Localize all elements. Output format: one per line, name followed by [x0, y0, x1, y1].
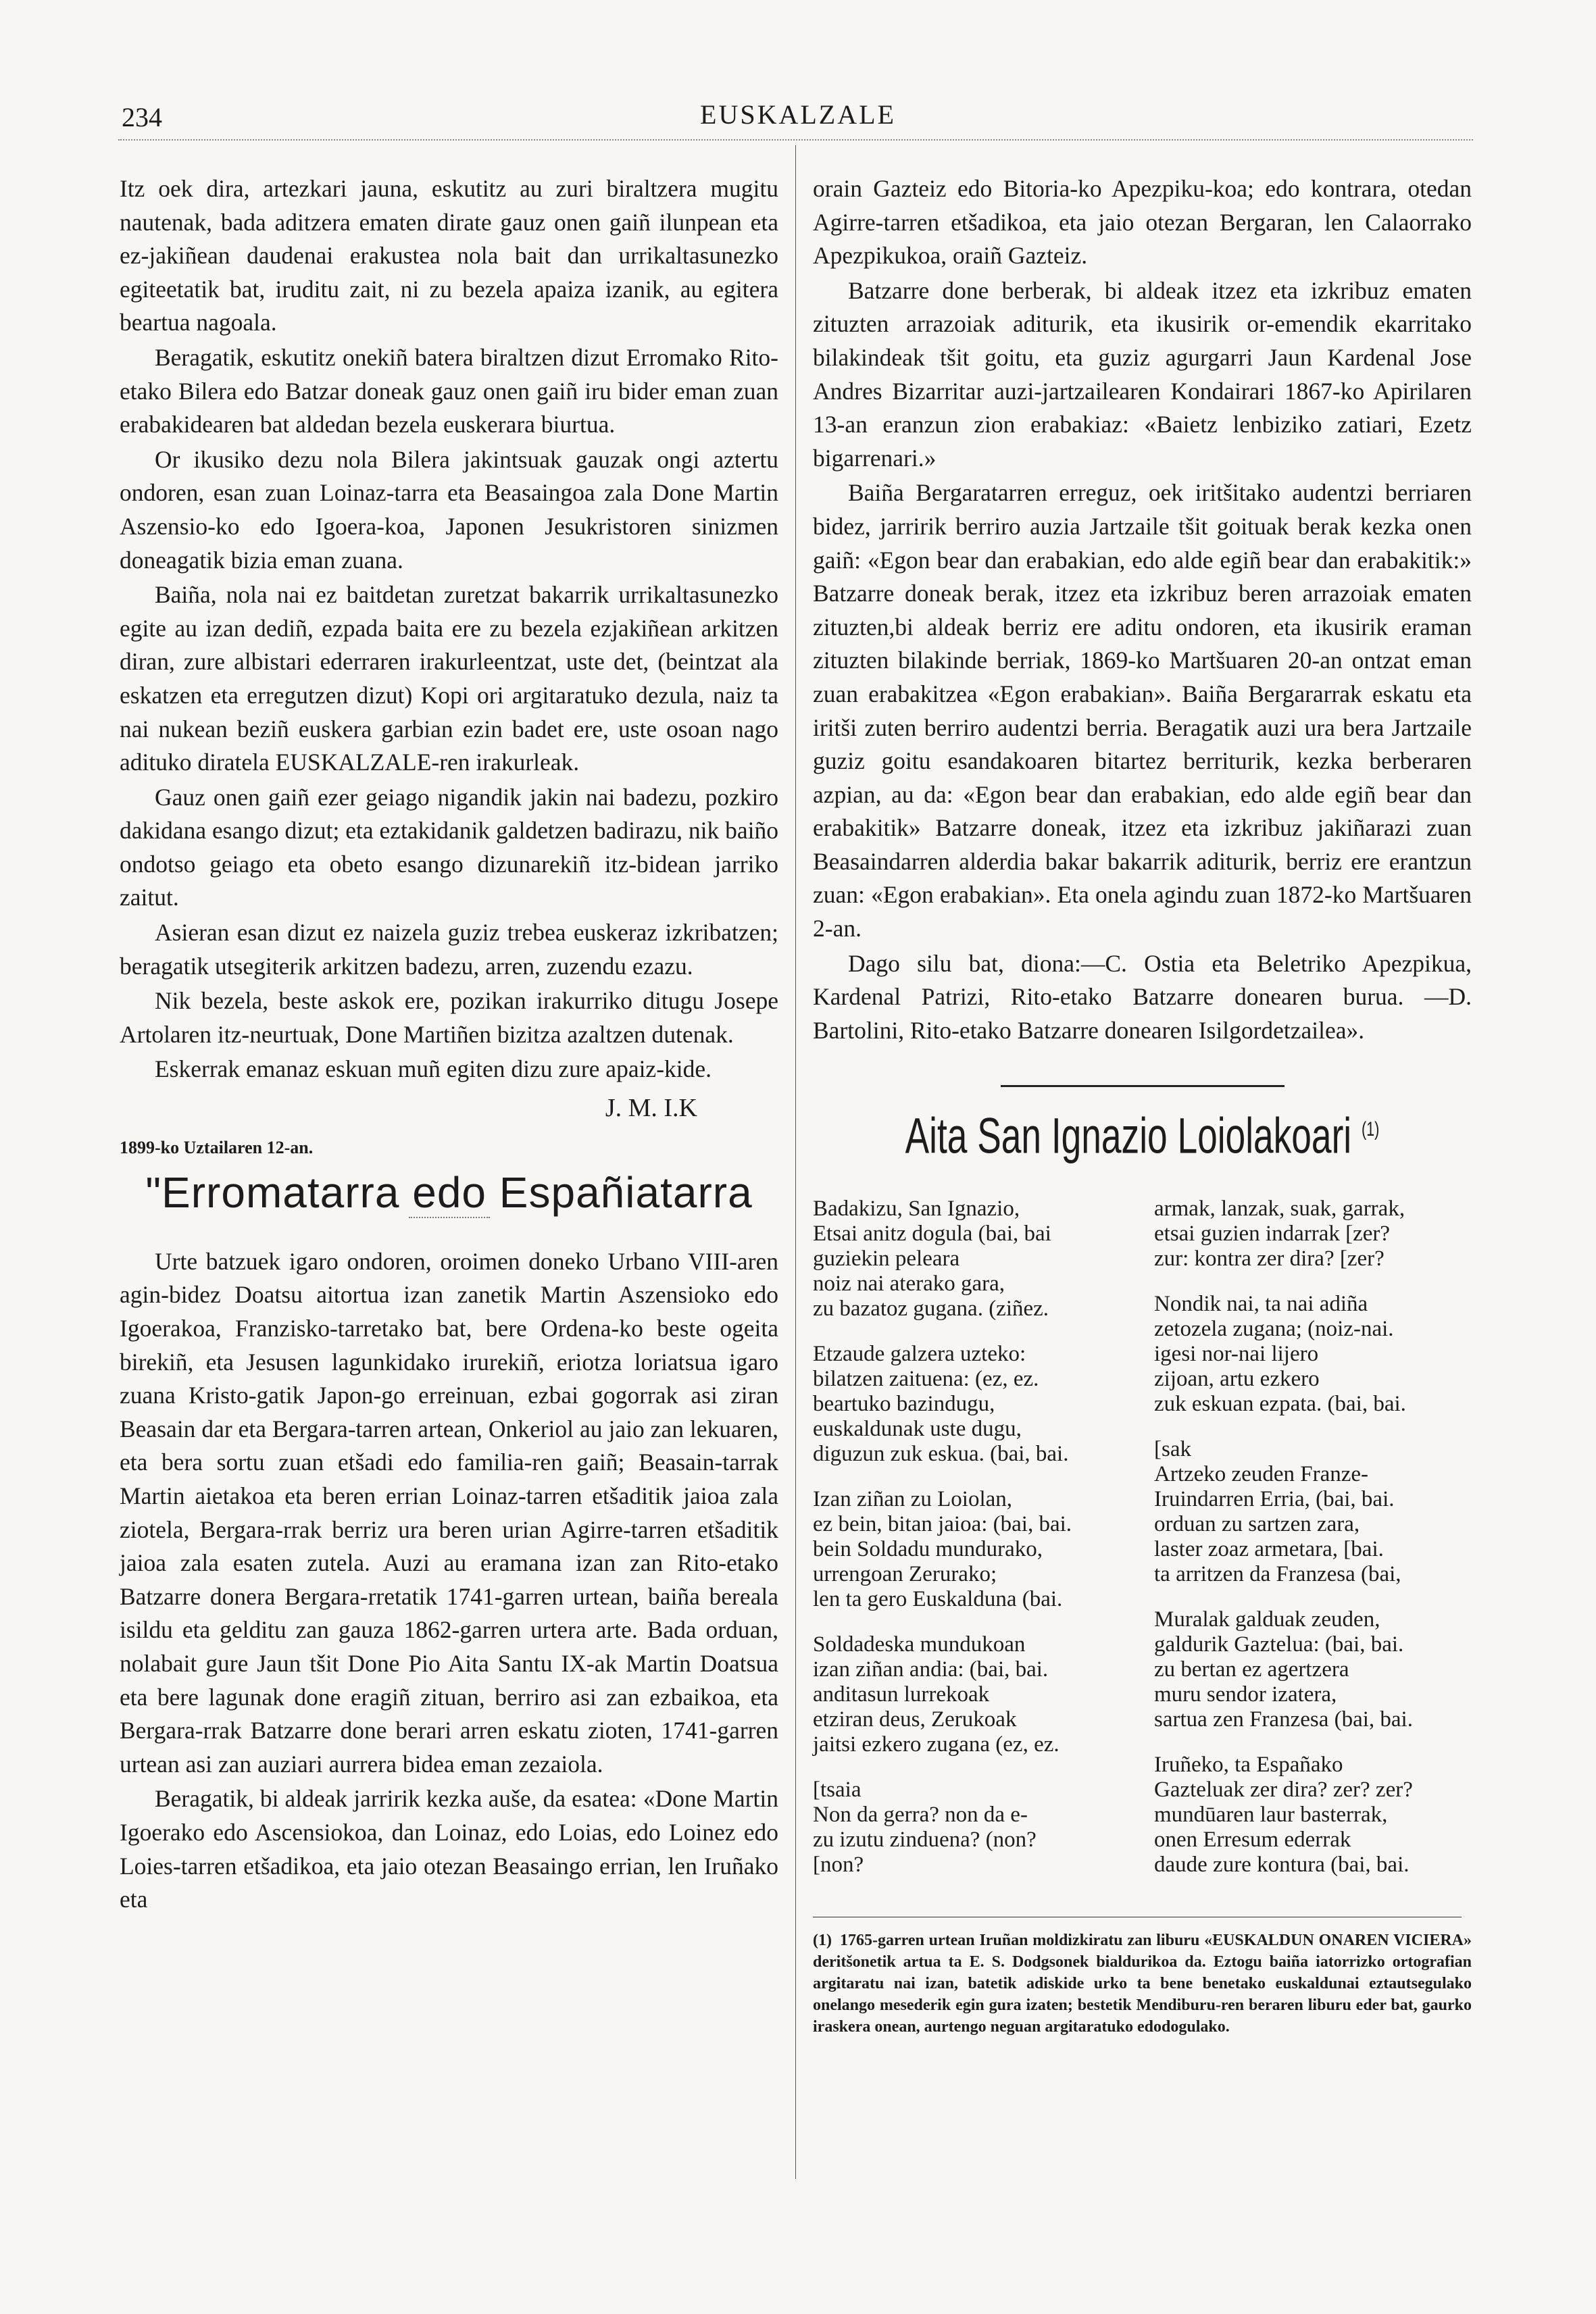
- poem-line: Artzeko zeuden Franze-: [1154, 1461, 1368, 1486]
- poem-line: len ta gero Euskalduna (bai.: [813, 1586, 1063, 1611]
- article-paragraph: Batzarre done berberak, bi aldeak itzez eta izkribuz ematen zituzten arrazoiak aditurik, eta ikusirik or-emendik ekarritako bilakindeak tšit goitu, eta guziz agurgarri Jaun Kardenal Jose Andres Bizarritar auzi-jartzailearen Kondairari 1867-ko Apirilaren 13-an eranzun zion erabakiaz: «Baietz lenbiziko zatiari, Ezetz bigarrenari.»: [813, 276, 1472, 472]
- footnote-text: 1765-garren urtean Iruñan moldizkiratu zan liburu «EUSKALDUN ONAREN VICIERA» deritšonetik artua ta E. S. Dodgsonek bialdurikoa da. Eztogu baiña iatorrizko ortografian argitaratu nai izan, batetik adiskide urko ta bene benetako euskaldunai eztautsegulako onelango mesederik egin gura izaten; bestetik Mendiburu-ren beraren liburu eder bat, gaurko iraskera onean, aurtengo neguan argitaratuko edodogulako.: [813, 1931, 1472, 2036]
- letter-paragraph: Baiña, nola nai ez baitdetan zuretzat bakarrik urrikaltasunezko egite au izan dediñ, ezpada baita ere zu bezela ezjakiñean arkitzen diran, zure albistari ederraren irakurleentzat, uste det, (beintzat ala eskatzen eta erregutzen dizut) Kopi ori argitaratuko dezula, naiz ta nai nukean beziñ euskera garbian ezin badet ere, uste osoan nago adituko diratela EUSKALZALE-ren irakurleak.: [120, 581, 778, 776]
- poem-line: [non?: [813, 1852, 864, 1877]
- poem-line: onen Erresum ederrak: [1154, 1827, 1351, 1852]
- article-paragraph: orain Gazteiz edo Bitoria-ko Apezpiku-koa; edo kontrara, otedan Agirre-tarren etšadikoa, eta jaio otezan Bergaran, len Calaorrako Apezpikukoa, oraiñ Gazteiz.: [813, 175, 1472, 270]
- poem-column-2: [1154, 1197, 1472, 1898]
- poem-line: zu izutu zinduena? (non?: [813, 1827, 1037, 1852]
- poem-line: laster zoaz armetara, [bai.: [1154, 1536, 1384, 1561]
- poem-line: Muralak galduak zeuden,: [1154, 1607, 1380, 1632]
- letter-paragraph: Eskerrak emanaz eskuan muñ egiten dizu zure apaiz-kide.: [155, 1055, 712, 1083]
- poem-stanza: [813, 1342, 1130, 1467]
- letter-paragraph: Nik bezela, beste askok ere, pozikan irakurriko ditugu Josepe Artolaren itz-neurtuak, Done Martiñen bizitza azaltzen dutenak.: [120, 987, 778, 1048]
- poem-line: zijoan, artu ezkero: [1154, 1366, 1320, 1391]
- poem-line: Nondik nai, ta nai adiña: [1154, 1291, 1368, 1316]
- poem-line: zu bertan ez agertzera: [1154, 1657, 1349, 1682]
- poem-line: galdurik Gaztelua: (bai, bai.: [1154, 1632, 1404, 1657]
- poem-line: ta arritzen da Franzesa (bai,: [1154, 1561, 1401, 1586]
- footnote-reference: (1): [1361, 1118, 1380, 1141]
- footnote: [813, 1930, 1472, 2038]
- right-column: [813, 172, 1472, 2038]
- running-title: EUSKALZALE: [700, 99, 896, 130]
- column-divider: [795, 145, 796, 2179]
- poem-stanza: [1154, 1607, 1472, 1732]
- left-column: [120, 172, 778, 1918]
- poem-line: beartuko bazindugu,: [813, 1391, 995, 1416]
- poem-line: zetozela zugana; (noiz-nai.: [1154, 1316, 1394, 1341]
- poem-line: Etsai anitz dogula (bai, bai: [813, 1221, 1051, 1246]
- poem-line: urrengoan Zerurako;: [813, 1561, 997, 1586]
- poem-line: etziran deus, Zerukoak: [813, 1707, 1017, 1732]
- article-paragraph: Baiña Bergaratarren erreguz, oek iritšitako audentzi berriaren bidez, jarririk berriro auzia Jartzaile tšit goituak berak kezka onen gaiñ: «Egon bear dan erabakian, edo alde egiñ bear dan erabakitik:» Batzarre doneak berak, itzez eta izkribuz beren arrazoiak ematen zituzten,bi aldeak berriz ere aditu ondoren, eta ikusirik eraman zituzten bilakinde berriak, 1869-ko Martšuaren 20-an ontzat eman zuan erabakitzea «Egon erabakian». Baiña Bergararrak eskatu eta iritši zuten berriro audentzi berria. Beragatik auzi ura bera Jartzaile guziz goitu esandakoaren bitartez berriturik, kezka berberaren azpian, au da: «Egon bear dan erabakian, edo alde egiñ bear dan erabakitik» Batzarre doneak, itzez eta izkribuz jakiñarazi zuan Beasaindarren alderdia bakar bakarrik aditurik, berriz ere erantzun zuan: «Egon erabakian». Eta onela agindu zuan 1872-ko Martšuaren 2-an.: [813, 479, 1472, 942]
- poem-line: orduan zu sartzen zara,: [1154, 1511, 1360, 1536]
- poem-line: muru sendor izatera,: [1154, 1682, 1337, 1707]
- letter-paragraph: Beragatik, eskutitz onekiñ batera biraltzen dizut Erromako Rito-etako Bilera edo Batzar doneak gauz onen gaiñ iru bider eman zuan erabakidearen bat aldedan bezela euskerara biurtua.: [120, 343, 778, 438]
- poem-line: izan ziñan andia: (bai, bai.: [813, 1657, 1049, 1682]
- page-number: 234: [122, 102, 162, 132]
- header-rule: [118, 139, 1473, 141]
- poem-line: Non da gerra? non da e-: [813, 1802, 1028, 1827]
- poem-line: bilatzen zaituena: (ez, ez.: [813, 1366, 1039, 1391]
- poem-line: zuk eskuan ezpata. (bai, bai.: [1154, 1391, 1406, 1416]
- letter-paragraph: Asieran esan dizut ez naizela guziz trebea euskeraz izkribatzen; beragatik utsegiterik arkitzen badezu, arren, zuzendu ezazu.: [120, 919, 778, 980]
- letter-date: 1899-ko Uztailaren 12-an.: [120, 1137, 314, 1157]
- poem-line: sartua zen Franzesa (bai, bai.: [1154, 1707, 1413, 1732]
- article-paragraph: Urte batzuek igaro ondoren, oroimen doneko Urbano VIII-aren agin-bidez Doatsu aitortua izan zanetik Martin Aszensioko edo Igoerakoa, Franzisko-tarretako bat, bere Ordena-ko beste ogeita birekiñ, eta Jesusen lagunkidako irurekiñ, eriotza loriatsua igaro zuana Kristo-gatik Japon-go erreinuan, ezbai gogorrak asi ziran Beasain dar eta Bergara-tarren artean, Onkeriol au jaio zan lekuaren, eta bera sortu zuan etšadi edo familia-ren gaiñ; Beasain-tarrak Martin aietakoa eta beren errian Loinaz-tarren etšaditik jaioa zala ziotela, Bergara-rrak berriz ura beren urian Agirre-tarren etšaditik jaioa zala esaten zutela. Auzi au eramana izan zan Rito-etako Batzarre donera Bergara-rretatik 1741-garren urtean, baiña bereala isildu eta gelditu zan gauza 1862-garren urtera arte. Bada orduan, nolabait gure Jaun tšit Done Pio Aita Santu IX-ak Martin Doatsua eta bere lagunak done eragiñ zituan, berriro asi zan ezbaikoa, eta Bergara-rrak Batzarre done berari arren eskatu zioten, 1741-garren urtean asi zan auziari aurrera bidea eman zezaiola.: [120, 1247, 778, 1778]
- poem-line: Izan ziñan zu Loiolan,: [813, 1486, 1013, 1511]
- poem-line: noiz nai aterako gara,: [813, 1271, 1005, 1296]
- section-divider: [1001, 1085, 1285, 1087]
- poem-stanza: [1154, 1437, 1472, 1587]
- poem: [813, 1197, 1472, 1898]
- poem-stanza: [1154, 1753, 1472, 1878]
- letter-paragraph: Or ikusiko dezu nola Bilera jakintsuak gauzak ongi aztertu ondoren, esan zuan Loinaz-tarra eta Beasaingoa zala Done Martin Aszensio-ko edo Igoera-koa, Japonen Jesukristoren sinizmen doneagatik bizia eman zuana.: [120, 445, 778, 574]
- poem-line: daude zure kontura (bai, bai.: [1154, 1852, 1410, 1877]
- poem-line: guziekin peleara: [813, 1246, 960, 1271]
- poem-stanza: [813, 1487, 1130, 1612]
- poem-line: etsai guzien indarrak [zer?: [1154, 1221, 1391, 1246]
- letter-signature: J. M. I.K: [605, 1094, 697, 1123]
- poem-line: anditasun lurrekoak: [813, 1682, 990, 1707]
- title-rule: [409, 1217, 490, 1218]
- poem-stanza: [813, 1632, 1130, 1757]
- poem-stanza: [813, 1778, 1130, 1878]
- poem-line: euskaldunak uste dugu,: [813, 1416, 1022, 1441]
- poem-line: Etzaude galzera uzteko:: [813, 1341, 1026, 1366]
- letter-paragraph: Gauz onen gaiñ ezer geiago nigandik jakin nai badezu, pozkiro dakidana esango dizut; eta eztakidanik galdetzen badirazu, nik baiño ondotso geiago eta obeto esango dizunarekiñ itz-bidean jarriko zaitut.: [120, 783, 778, 911]
- poem-title-text: Aita San Ignazio Loiolakoari: [905, 1108, 1352, 1165]
- poem-line: jaitsi ezkero zugana (ez, ez.: [813, 1732, 1059, 1757]
- poem-line: [sak: [1154, 1436, 1191, 1461]
- poem-title: [905, 1108, 1380, 1165]
- poem-line: zu bazatoz gugana. (ziñez.: [813, 1296, 1049, 1321]
- footnote-mark: (1): [813, 1931, 832, 1949]
- article-title: "Erromatarra edo Españiatarra: [145, 1168, 753, 1217]
- poem-line: diguzun zuk eskua. (bai, bai.: [813, 1441, 1069, 1466]
- poem-line: Soldadeska mundukoan: [813, 1632, 1026, 1657]
- poem-column-1: [813, 1197, 1130, 1898]
- poem-line: Iruñeko, ta Españako: [1154, 1752, 1343, 1777]
- poem-line: zur: kontra zer dira? [zer?: [1154, 1246, 1385, 1271]
- poem-stanza: [1154, 1197, 1472, 1272]
- poem-line: igesi nor-nai lijero: [1154, 1341, 1319, 1366]
- poem-line: [tsaia: [813, 1777, 862, 1802]
- poem-line: Iruindarren Erria, (bai, bai.: [1154, 1486, 1395, 1511]
- poem-stanza: [1154, 1292, 1472, 1417]
- poem-line: mundūaren laur basterrak,: [1154, 1802, 1388, 1827]
- article-paragraph: Dago silu bat, diona:—C. Ostia eta Beletriko Apezpikua, Kardenal Patrizi, Rito-etako Batzarre donearen burua. —D. Bartolini, Rito-etako Batzarre donearen Isilgordetzailea».: [813, 949, 1472, 1044]
- poem-line: bein Soldadu mundurako,: [813, 1536, 1043, 1561]
- poem-line: ez bein, bitan jaioa: (bai, bai.: [813, 1511, 1072, 1536]
- letter-paragraph: Itz oek dira, artezkari jauna, eskutitz au zuri biraltzera mugitu nautenak, bada aditzera ematen dirate gauz onen gaiñ ilunpean eta ez-jakiñean daudenai erakustea nola bait dan urrikaltasunezko egiteetatik bat, iruditu zait, ni zu bezela apaiza izanik, au egitera beartua nagoala.: [120, 175, 778, 336]
- poem-line: armak, lanzak, suak, garrak,: [1154, 1196, 1405, 1221]
- poem-line: Badakizu, San Ignazio,: [813, 1196, 1020, 1221]
- poem-line: Gazteluak zer dira? zer? zer?: [1154, 1777, 1413, 1802]
- poem-stanza: [813, 1197, 1130, 1322]
- article-paragraph: Beragatik, bi aldeak jarririk kezka auše, da esatea: «Done Martin Igoerako edo Ascensiokoa, dan Loinaz, edo Loias, edo Loinez edo Loies-tarren etšadikoa, eta jaio otezan Beasaingo errian, len Iruñako eta: [120, 1785, 778, 1913]
